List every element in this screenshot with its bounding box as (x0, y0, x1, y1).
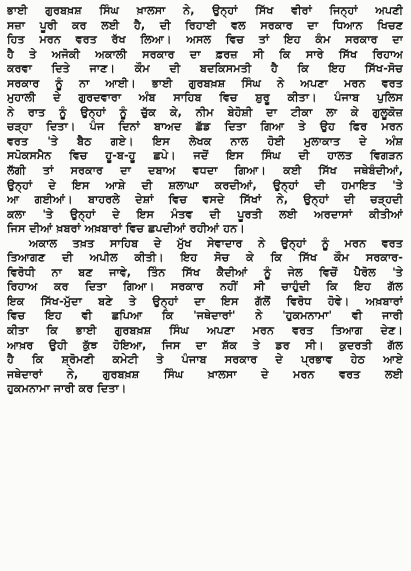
text-line: ਵਿਰੋਧੀ ਨਾ ਬਣ ਜਾਵੇ, ਤਿੰਨ ਸਿੱਖ ਕੈਦੀਆਂ ਨੂੰ ਜੇਲ ਵਿਚੋਂ ਪੈਰੋਲ 'ਤੇ (7, 265, 403, 279)
paragraph-1 (7, 4, 403, 237)
text-line: ਕੀਤਾ ਕਿ ਭਾਈ ਗੁਰਬਖ਼ਸ਼ ਸਿੰਘ ਅਪਣਾ ਮਰਨ ਵਰਤ ਤਿਆਗ ਦੇਣ। (7, 324, 403, 338)
text-line: ਵਿਚ ਇਹ ਵੀ ਛਪਿਆ ਕਿ 'ਜਥੇਦਾਰਾਂ' ਨੇ 'ਹੁਕਮਨਾਮਾ' ਵੀ ਜਾਰੀ (7, 309, 403, 323)
text-line: ਉਨ੍ਹਾਂ ਦੇ ਇਸ ਆਸ਼ੇ ਦੀ ਸ਼ਲਾਘਾ ਕਰਦੀਆਂ, ਉਨ੍ਹਾਂ ਦੀ ਹਮਾਇਤ 'ਤੇ (7, 178, 403, 192)
text-line: ਭਾਈ ਗੁਰਬਖ਼ਸ਼ ਸਿੰਘ ਖ਼ਾਲਸਾ ਨੇ, ਉਨ੍ਹਾਂ ਸਿੱਖ ਵੀਰਾਂ ਜਿਨ੍ਹਾਂ ਅਪਣੀ (7, 4, 403, 17)
text-line: ਸਜ਼ਾ ਪੂਰੀ ਕਰ ਲਈ ਹੈ, ਦੀ ਰਿਹਾਈ ਵਲ ਸਰਕਾਰ ਦਾ ਧਿਆਨ ਖਿਚਣ (7, 18, 403, 32)
paragraph-2 (7, 237, 403, 397)
text-line: ਹੈ ਤੇ ਅਜੋਕੀ ਅਕਾਲੀ ਸਰਕਾਰ ਦਾ ਫ਼ਰਜ਼ ਸੀ ਕਿ ਸਾਰੇ ਸਿੱਖ ਰਿਹਾਅ (7, 47, 403, 61)
text-line: ਸਰਕਾਰ ਨੂੰ ਨਾ ਆਈ। ਭਾਈ ਗੁਰਬਖ਼ਸ਼ ਸਿੰਘ ਨੇ ਅਪਣਾ ਮਰਨ ਵਰਤ (7, 76, 403, 90)
text-line: ਆ ਗਈਆਂ। ਬਾਹਰਲੇ ਦੇਸ਼ਾਂ ਵਿਚ ਵਸਦੇ ਸਿੱਖਾਂ ਨੇ, ਉਨ੍ਹਾਂ ਦੀ ਚੜ੍ਹਦੀ (7, 193, 403, 207)
text-line: ਸਪੋਕਸਮੈਨ ਵਿਚ ਹੂ-ਬ-ਹੂ ਛਪੇ। ਜਦੋਂ ਇਸ ਸਿੰਘ ਦੀ ਹਾਲਤ ਵਿਗੜਨ (7, 149, 403, 163)
text-line: ਆਖ਼ਰ ਉਹੀ ਕੁੱਝ ਹੋਇਆ, ਜਿਸ ਦਾ ਸ਼ੱਕ ਤੇ ਡਰ ਸੀ। ਕੁਦਰਤੀ ਗੱਲ (7, 338, 403, 352)
text-line: ਜਥੇਦਾਰਾਂ ਨੇ, ਗੁਰਬਖ਼ਸ਼ ਸਿੰਘ ਖ਼ਾਲਸਾ ਦੇ ਮਰਨ ਵਰਤ ਲਈ (7, 367, 403, 381)
text-line: ਲੱਗੀ ਤਾਂ ਸਰਕਾਰ ਦਾ ਦਬਾਅ ਵਧਦਾ ਗਿਆ। ਕਈ ਸਿੱਖ ਜਥੇਬੰਦੀਆਂ, (7, 164, 403, 178)
text-line: ਜਿਸ ਦੀਆਂ ਖ਼ਬਰਾਂ ਅਖ਼ਬਾਰਾਂ ਵਿਚ ਛਪਦੀਆਂ ਰਹੀਆਂ ਹਨ। (7, 222, 245, 236)
text-line: ਵਰਤ 'ਤੇ ਬੈਠ ਗਏ। ਇਸ ਲੇਖਕ ਨਾਲ ਹੋਈ ਮੁਲਾਕਾਤ ਦੇ ਅੰਸ਼ (7, 134, 403, 148)
text-line: ਰਿਹਾਅ ਕਰ ਦਿਤਾ ਗਿਆ। ਸਰਕਾਰ ਨਹੀਂ ਸੀ ਚਾਹੁੰਦੀ ਕਿ ਇਹ ਗੱਲ (7, 280, 403, 294)
text-line: ਕਲਾ 'ਤੇ ਉਨ੍ਹਾਂ ਦੇ ਇਸ ਮੰਤਵ ਦੀ ਪੂਰਤੀ ਲਈ ਅਰਦਾਸਾਂ ਕੀਤੀਆਂ (7, 207, 403, 221)
text-line: ਹੈ ਕਿ ਸ਼੍ਰੋਮਣੀ ਕਮੇਟੀ ਤੇ ਪੰਜਾਬ ਸਰਕਾਰ ਦੇ ਪ੍ਰਭਾਵ ਹੇਠ ਆਏ (7, 353, 403, 367)
text-line: ਚੜ੍ਹਾ ਦਿਤਾ। ਪੰਜ ਦਿਨਾਂ ਬਾਅਦ ਛੱਡ ਦਿਤਾ ਗਿਆ ਤੇ ਉਹ ਫਿਰ ਮਰਨ (7, 120, 403, 134)
text-line: ਇਕ ਸਿੱਖ-ਮੁੱਦਾ ਬਣੇ ਤੇ ਉਨ੍ਹਾਂ ਦਾ ਇਸ ਗੱਲੋਂ ਵਿਰੋਧ ਹੋਵੇ। ਅਖ਼ਬਾਰਾਂ (7, 294, 403, 308)
text-line: ਹਿਤ ਮਰਨ ਵਰਤ ਰੱਖ ਲਿਆ। ਅਸਲ ਵਿਚ ਤਾਂ ਇਹ ਕੰਮ ਸਰਕਾਰ ਦਾ (7, 33, 403, 47)
text-line: ਨੇ ਰਾਤ ਨੂੰ ਉਨ੍ਹਾਂ ਨੂੰ ਚੁੱਕ ਕੇ, ਨੀਮ ਬੇਹੋਸ਼ੀ ਦਾ ਟੀਕਾ ਲਾ ਕੇ ਗੁਲੂਕੋਜ਼ (7, 105, 403, 119)
text-line: ਕਰਵਾ ਦਿਤੇ ਜਾਣ। ਕੌਮ ਦੀ ਬਦਕਿਸਮਤੀ ਹੈ ਕਿ ਇਹ ਸਿੱਖ-ਸੋਚ (7, 62, 403, 76)
text-line: ਅਕਾਲ ਤਖ਼ਤ ਸਾਹਿਬ ਦੇ ਮੁੱਖ ਸੇਵਾਦਾਰ ਨੇ ਉਨ੍ਹਾਂ ਨੂੰ ਮਰਨ ਵਰਤ (29, 236, 403, 250)
text-line: ਮੁਹਾਲੀ ਦੇ ਗੁਰਦਵਾਰਾ ਅੰਬ ਸਾਹਿਬ ਵਿਚ ਸ਼ੁਰੂ ਕੀਤਾ। ਪੰਜਾਬ ਪੁਲਿਸ (7, 91, 403, 105)
text-line: ਤਿਆਗਣ ਦੀ ਅਪੀਲ ਕੀਤੀ। ਇਹ ਸੋਚ ਕੇ ਕਿ ਸਿੱਖ ਕੌਮ ਸਰਕਾਰ- (7, 251, 403, 265)
text-line: ਹੁਕਮਨਾਮਾ ਜਾਰੀ ਕਰ ਦਿਤਾ। (7, 382, 127, 396)
